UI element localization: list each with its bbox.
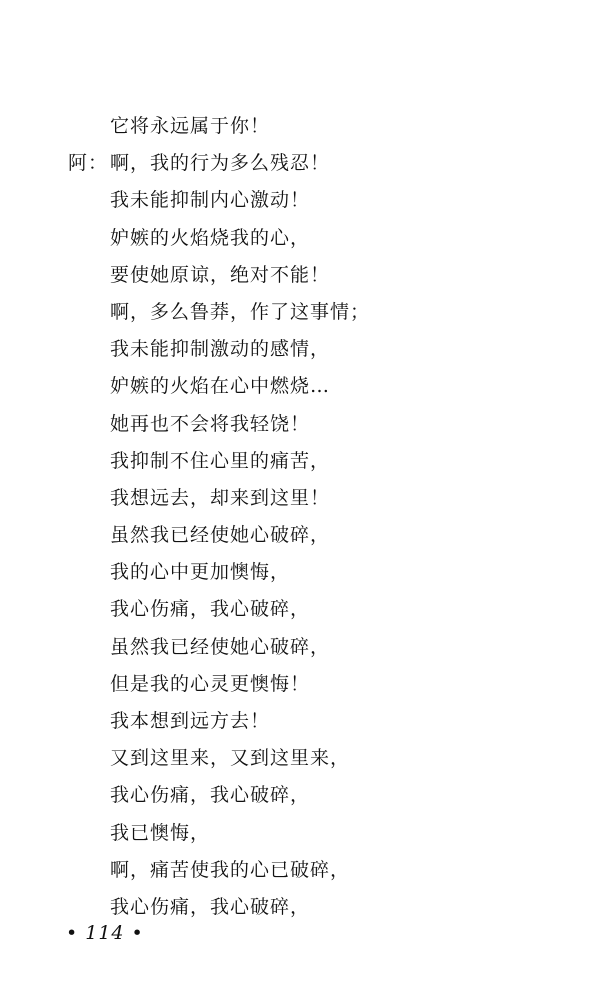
lyric-line [0, 889, 608, 926]
lyric-line [0, 629, 608, 666]
lyric-line [0, 406, 608, 443]
lyric-text: 我未能抑制激动的感情， [110, 338, 331, 361]
lyric-text: 啊，我的行为多么残忍！ [110, 152, 331, 175]
lyric-line [0, 703, 608, 740]
lyric-text: 妒嫉的火焰在心中燃烧… [110, 375, 331, 398]
lyric-line [0, 666, 608, 703]
lyric-line [0, 591, 608, 628]
lyric-line [0, 220, 608, 257]
lyric-line [0, 182, 608, 219]
lyric-text: 啊，痛苦使我的心已破碎， [110, 858, 351, 881]
lyric-text: 我想远去，却来到这里！ [110, 486, 331, 509]
lyric-line [0, 740, 608, 777]
lyric-line [0, 108, 608, 145]
lyric-line [0, 331, 608, 368]
lyric-line [0, 777, 608, 814]
lyric-text: 我的心中更加懊悔， [110, 561, 291, 584]
page-number: • 114 • [66, 922, 144, 944]
lyric-text: 虽然我已经使她心破碎， [110, 635, 331, 658]
lyric-line [0, 554, 608, 591]
lyric-text: 我心伤痛，我心破碎， [110, 784, 311, 807]
lyric-text: 我未能抑制内心激动！ [110, 189, 311, 212]
lyric-text: 虽然我已经使她心破碎， [110, 524, 331, 547]
lyric-text: 又到这里来，又到这里来， [110, 747, 351, 770]
lyric-line [0, 294, 608, 331]
lyric-text: 它将永远属于你！ [110, 115, 271, 137]
lyric-line [0, 517, 608, 554]
lyrics-body [0, 108, 608, 926]
lyric-text: 我心伤痛，我心破碎， [110, 598, 311, 621]
lyric-text: 要使她原谅，绝对不能！ [110, 263, 331, 286]
lyric-text: 但是我的心灵更懊悔！ [110, 672, 311, 695]
lyric-line [0, 145, 608, 182]
lyric-text: 我本想到远方去！ [110, 710, 271, 732]
lyric-line [0, 443, 608, 480]
lyric-text: 她再也不会将我轻饶！ [110, 412, 311, 435]
lyric-text: 我心伤痛，我心破碎， [110, 895, 311, 918]
speaker-label: 阿： [68, 152, 109, 175]
lyric-line [0, 480, 608, 517]
lyric-text: 我已懊悔， [110, 821, 211, 844]
lyric-text: 妒嫉的火焰烧我的心， [110, 226, 311, 249]
lyric-text: 我抑制不住心里的痛苦， [110, 449, 331, 472]
lyric-line [0, 815, 608, 852]
lyric-text: 啊，多么鲁莽，作了这事情； [110, 300, 371, 323]
lyric-line [0, 368, 608, 405]
lyric-line [0, 257, 608, 294]
lyric-line [0, 852, 608, 889]
